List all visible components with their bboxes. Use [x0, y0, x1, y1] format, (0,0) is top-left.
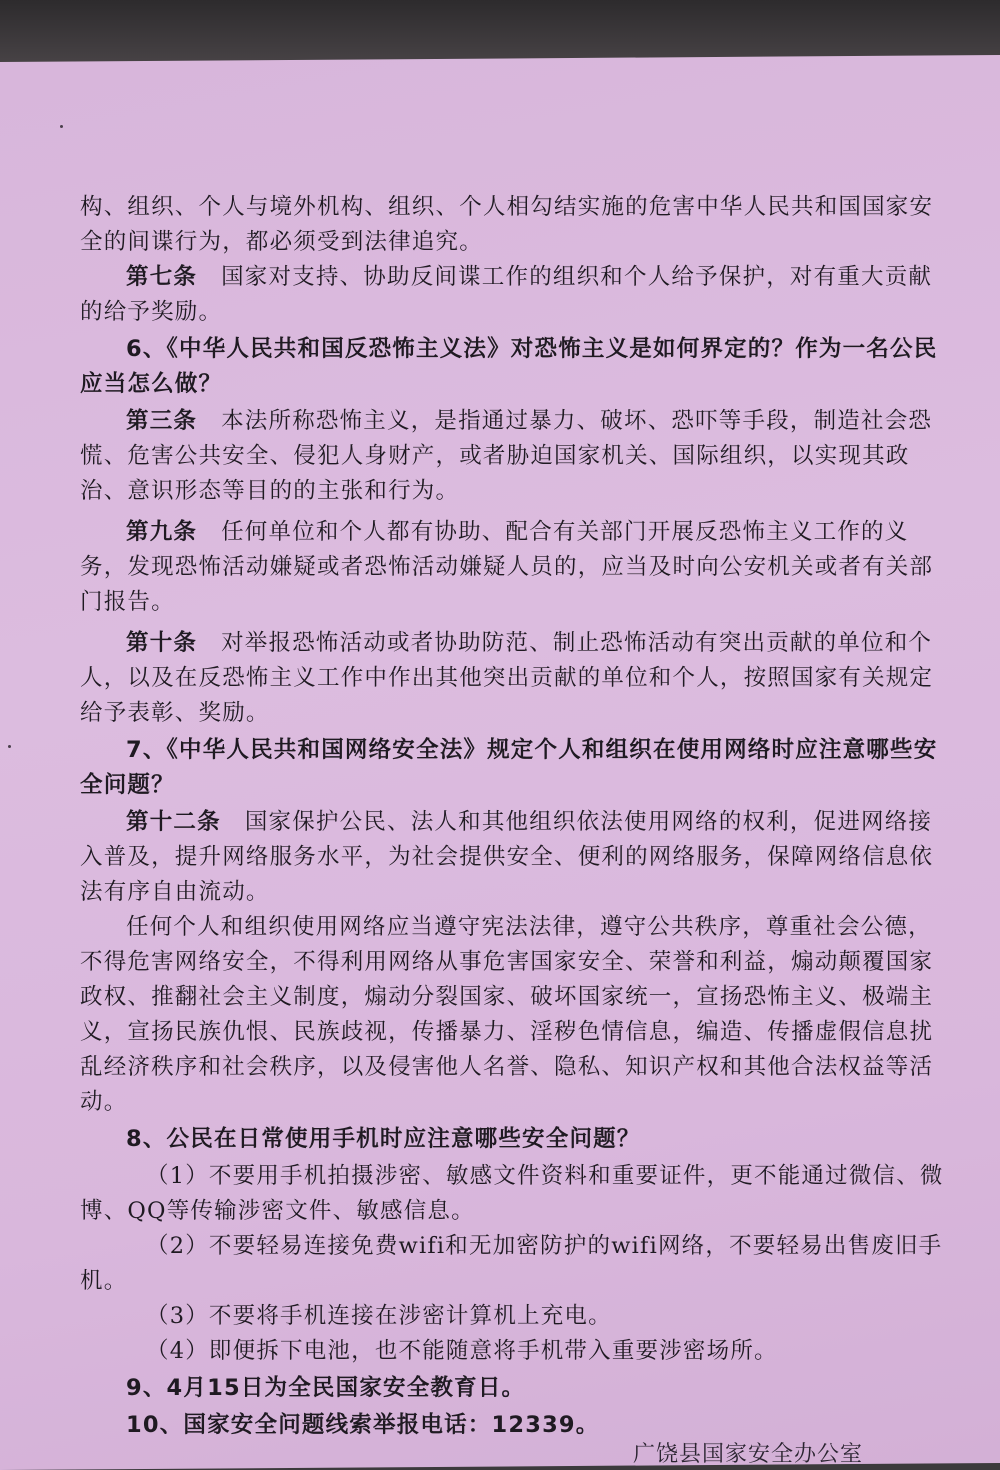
article-3-label: 第三条: [126, 408, 198, 434]
question-8: 8、公民在日常使用手机时应注意哪些安全问题？: [126, 1126, 641, 1152]
article-10: [80, 626, 950, 731]
article-12-label: 第十二条: [126, 809, 221, 835]
article-12: [80, 805, 950, 910]
question-6: 6、《中华人民共和国反恐怖主义法》对恐怖主义是如何界定的？作为一名公民应当怎么做？: [80, 336, 938, 397]
article-9: [80, 515, 950, 620]
phone-tip-1: （1）不要用手机拍摄涉密、敏感文件资料和重要证件，更不能通过微信、微博、QQ等传输涉密文件、敏感信息。: [80, 1163, 944, 1224]
article-7-text: 国家对支持、协助反间谍工作的组织和个人给予保护，对有重大贡献的给予奖励。: [80, 264, 933, 325]
intro-paragraph: 构、组织、个人与境外机构、组织、个人相勾结实施的危害中华人民共和国国家安全的间谍行为，都必须受到法律追究。: [80, 194, 934, 255]
paper-speck: [60, 125, 63, 128]
article-7-label: 第七条: [126, 264, 198, 290]
issuing-office: 广饶县国家安全办公室: [633, 1442, 864, 1467]
article-9-label: 第九条: [126, 519, 198, 545]
article-7: [80, 260, 950, 330]
phone-tip-3: （3）不要将手机连接在涉密计算机上充电。: [146, 1303, 612, 1329]
phone-tip-4: （4）即便拆下电池，也不能随意将手机带入重要涉密场所。: [146, 1338, 778, 1364]
question-9: 9、4月15日为全民国家安全教育日。: [126, 1375, 526, 1401]
article-12-text: 国家保护公民、法人和其他组织依法使用网络的权利，促进网络接入普及，提升网络服务水平，为社会提供安全、便利的网络服务，保障网络信息依法有序自由流动。: [80, 809, 934, 905]
article-10-label: 第十条: [126, 630, 198, 656]
document-body: [80, 190, 950, 1445]
question-7: 7、《中华人民共和国网络安全法》规定个人和组织在使用网络时应注意哪些安全问题？: [80, 737, 938, 798]
question-10: 10、国家安全问题线索举报电话：12339。: [126, 1412, 600, 1438]
article-10-text: 对举报恐怖活动或者协助防范、制止恐怖活动有突出贡献的单位和个人，以及在反恐怖主义工作中作出其他突出贡献的单位和个人，按照国家有关规定给予表彰、奖励。: [80, 630, 934, 726]
article-3-text: 本法所称恐怖主义，是指通过暴力、破坏、恐吓等手段，制造社会恐慌、危害公共安全、侵犯人身财产，或者胁迫国家机关、国际组织，以实现其政治、意识形态等目的的主张和行为。: [80, 408, 933, 504]
phone-tip-2: （2）不要轻易连接免费wifi和无加密防护的wifi网络，不要轻易出售废旧手机。: [80, 1233, 943, 1294]
article-9-text: 任何单位和个人都有协助、配合有关部门开展反恐怖主义工作的义务，发现恐怖活动嫌疑或者恐怖活动嫌疑人员的，应当及时向公安机关或者有关部门报告。: [80, 519, 934, 615]
paper-speck: [8, 745, 11, 748]
article-12-paragraph-2: 任何个人和组织使用网络应当遵守宪法法律，遵守公共秩序，尊重社会公德，不得危害网络安全，不得利用网络从事危害国家安全、荣誉和利益，煽动颠覆国家政权、推翻社会主义制度，煽动分裂国家、破坏国家统一，宣扬恐怖主义、极端主义，宣扬民族仇恨、民族歧视，传播暴力、淫秽色情信息，编造、传播虚假信息扰乱经济秩序和社会秩序，以及侵害他人名誉、隐私、知识产权和其他合法权益等活动。: [80, 914, 934, 1115]
article-3: [80, 404, 950, 509]
